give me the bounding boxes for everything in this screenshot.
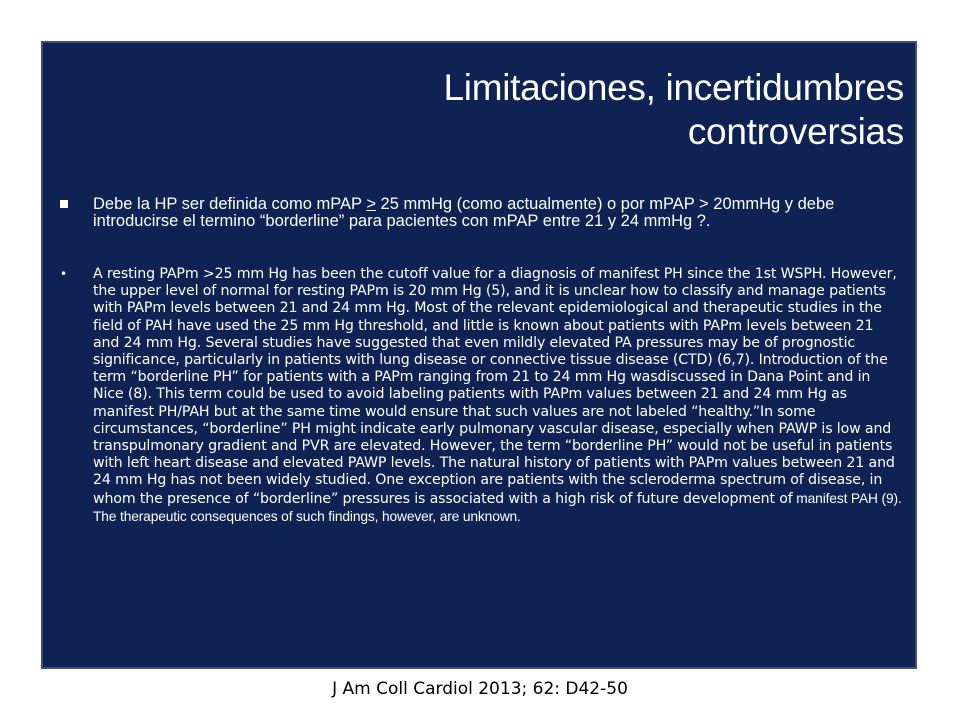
- greater-equal-symbol: >: [366, 195, 376, 213]
- bullet-quote-text: [60, 266, 902, 526]
- title-line-2: controversias: [687, 111, 904, 152]
- bullet-quote-tail: manifest PAH (9). The therapeutic consequences of such findings, however, are unknown.: [93, 490, 902, 524]
- title-line-1: Limitaciones, incertidumbres: [443, 67, 904, 108]
- bullet-quote-body: A resting PAPm >25 mm Hg has been the cutoff value for a diagnosis of manifest PH since the 1st WSPH. However, the upper level of normal for resting PAPm is 20 mm Hg (5), and it is unclear how to classify and manage patients with PAPm levels between 21 and 24 mm Hg. Most of the relevant epidemiological and therapeutic studies in the field of PAH have used the 25 mm Hg threshold, and little is known about patients with PAPm levels between 21 and 24 mm Hg. Several studies have suggested that even mildly elevated PA pressures may be of prognostic significance, particularly in patients with lung disease or connective tissue disease (CTD) (6,7). Introduction of the term “borderline PH” for patients with a PAPm ranging from 21 to 24 mm Hg wasdiscussed in Dana Point and in Nice (8). This term could be used to avoid labeling patients with PAPm values between 21 and 24 mm Hg as manifest PH/PAH but at the same time would ensure that such values are not labeled “healthy.”In some circumstances, “borderline” PH might indicate early pulmonary vascular disease, especially when PAWP is low and transpulmonary gradient and PVR are elevated. However, the term “borderline PH” would not be useful in patients with left heart disease and elevated PAWP levels. The natural history of patients with PAPm values between 21 and 24 mm Hg has not been widely studied. One exception are patients with the scleroderma spectrum of disease, in whom the presence of “borderline” pressures is associated with a high risk of future development of: [93, 266, 897, 507]
- square-bullet-icon: [60, 200, 68, 208]
- dot-bullet-icon: •: [60, 267, 68, 281]
- bullet-question-text: [60, 196, 902, 230]
- bullet-question-pre: Debe la HP ser definida como mPAP: [93, 195, 367, 213]
- slide-title: [284, 66, 904, 154]
- citation: J Am Coll Cardiol 2013; 62: D42-50: [332, 679, 628, 699]
- bullet-item-question: [60, 196, 902, 230]
- bullet-question-post: 25 mmHg (como actualmente) o por mPAP > 20mmHg y debe introducirse el termino “borderline” para pacientes con mPAP entre 21 y 24 mmHg ?.: [93, 195, 835, 230]
- bullet-item-quote: [60, 266, 902, 526]
